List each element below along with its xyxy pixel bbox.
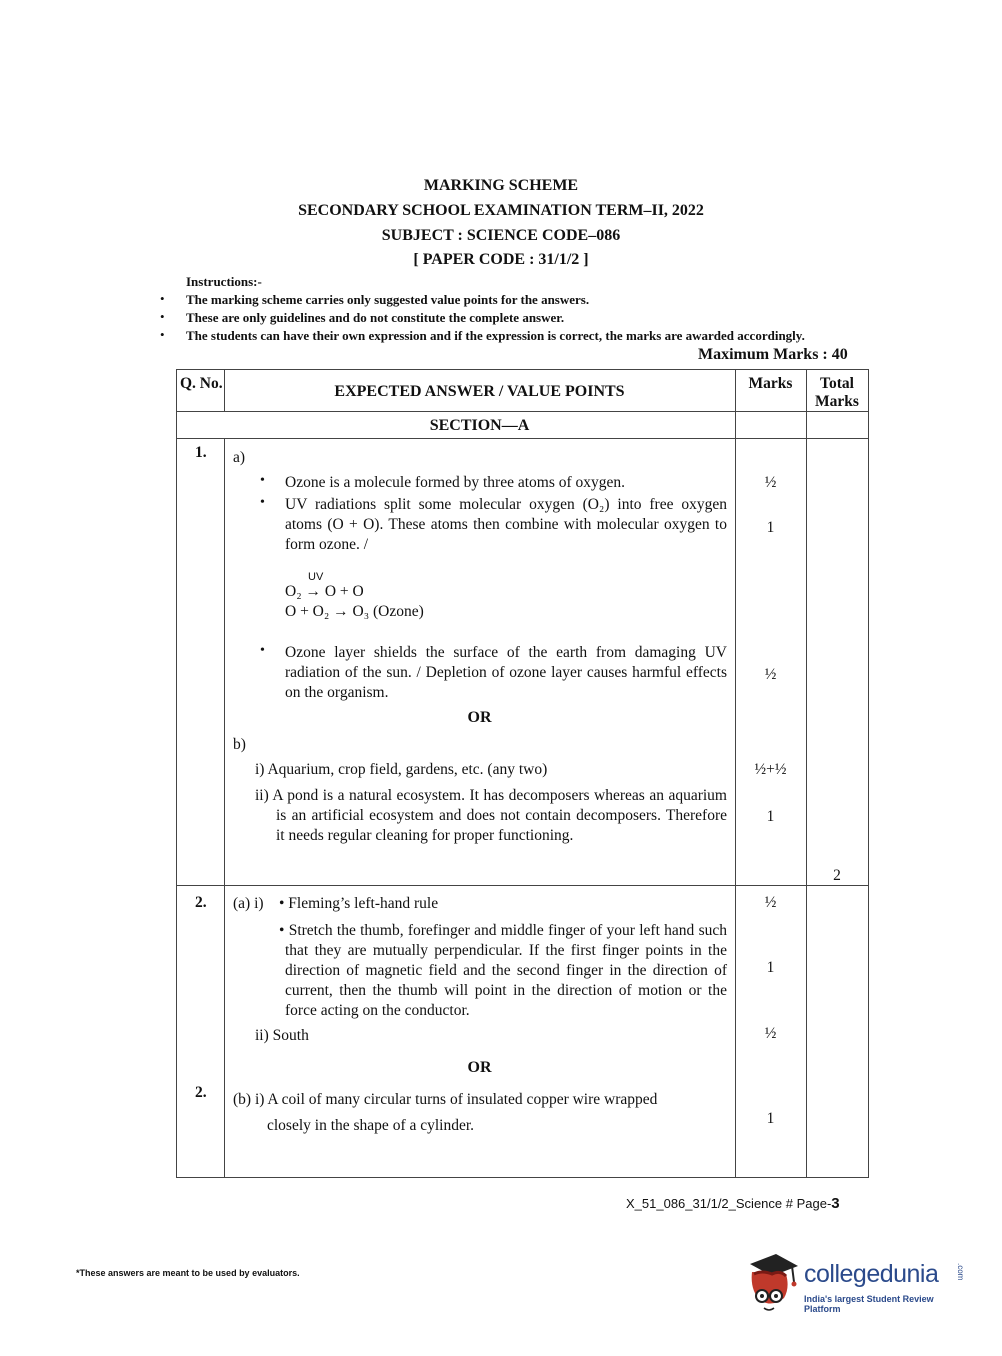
col-total-header: Marks <box>815 393 859 410</box>
answer-point: ii) South <box>255 1027 309 1044</box>
title-marking-scheme: MARKING SCHEME <box>423 177 579 194</box>
answer-point: UV radiations split some molecular oxygen (O₂) into free oxygen atoms (O + O). These atoms then combine with molecular oxygen to form ozone. / <box>285 496 727 553</box>
part-label: (a) i) <box>233 895 264 912</box>
or-divider: OR <box>467 1059 492 1076</box>
equation: O₂ → O + O <box>285 583 364 600</box>
question-number: 2. <box>195 894 207 911</box>
col-answer-header: EXPECTED ANSWER / VALUE POINTS <box>334 383 625 400</box>
or-divider: OR <box>467 709 492 726</box>
answer-point: Ozone layer shields the surface of the earth from damaging UV radiation of the sun. / Depletion of ozone layer causes harmful effects on the organism. <box>285 644 727 701</box>
answer-point: closely in the shape of a cylinder. <box>267 1117 475 1134</box>
mascot-icon <box>742 1250 802 1318</box>
instruction-item: These are only guidelines and do not constitute the complete answer. <box>186 310 565 325</box>
mark-value: 1 <box>766 1110 775 1127</box>
answer-point: i) Aquarium, crop field, gardens, etc. (any two) <box>255 761 548 778</box>
mark-value: ½ <box>764 894 777 911</box>
brand-name: collegedunia <box>804 1260 939 1288</box>
answer-point: • Fleming’s left-hand rule <box>279 895 439 912</box>
mark-value: ½ <box>764 474 777 491</box>
answer-point <box>255 786 727 846</box>
bullet-icon: • <box>160 327 165 342</box>
page-number: 3 <box>831 1195 840 1212</box>
instruction-item: The students can have their own expression and if the expression is correct, the marks are awarded accordingly. <box>186 328 805 343</box>
title-exam: SECONDARY SCHOOL EXAMINATION TERM–II, 2022 <box>298 202 704 219</box>
answer-point: (b) i) A coil of many circular turns of insulated copper wire wrapped <box>233 1091 658 1108</box>
bullet-icon: • <box>160 291 165 306</box>
page-reference <box>626 1195 840 1212</box>
part-label: b) <box>233 736 246 753</box>
brand-tagline: India's largest Student Review Platform <box>804 1294 934 1314</box>
section-heading: SECTION—A <box>429 417 530 434</box>
col-qno-header: Q. No. <box>180 375 223 392</box>
bullet-icon: • <box>260 495 265 510</box>
collegedunia-logo <box>742 1250 972 1320</box>
mark-value: ½ <box>764 1025 777 1042</box>
question-number: 1. <box>195 444 207 461</box>
mark-value: ½+½ <box>754 761 787 778</box>
equation: O + O₂ → O₃ (Ozone) <box>285 603 424 620</box>
col-total-header: Total <box>820 375 854 392</box>
instruction-item: The marking scheme carries only suggested value points for the answers. <box>186 292 590 307</box>
bullet-icon: • <box>260 473 265 488</box>
mark-value: 1 <box>766 959 775 976</box>
mark-value: 1 <box>766 519 775 536</box>
title-paper-code: [ PAPER CODE : 31/1/2 ] <box>413 251 589 268</box>
max-marks: Maximum Marks : 40 <box>698 346 848 363</box>
title-subject: SUBJECT : SCIENCE CODE–086 <box>381 227 621 244</box>
question-number: 2. <box>195 1084 207 1101</box>
answer-point: Ozone is a molecule formed by three atoms of oxygen. <box>285 474 626 491</box>
bullet-icon: • <box>260 643 265 658</box>
instructions-title: Instructions:- <box>186 274 262 289</box>
part-label: a) <box>233 449 246 466</box>
answer-text: ii) A pond is a natural ecosystem. It has decomposers whereas an aquarium is an artificial ecosystem and does not contain decomposers. Therefore it needs regular cleaning for proper functioning. <box>255 787 727 844</box>
col-marks-header: Marks <box>748 375 793 392</box>
total-marks: 2 <box>833 867 841 884</box>
evaluator-note: *These answers are meant to be used by evaluators. <box>76 1268 300 1278</box>
mark-value: ½ <box>764 666 777 683</box>
brand-com: .com <box>956 1263 965 1281</box>
page-ref-text: X_51_086_31/1/2_Science # Page- <box>626 1196 832 1211</box>
mark-value: 1 <box>766 808 775 825</box>
answer-point: • Stretch the thumb, forefinger and middle finger of your left hand such that they are mutually perpendicular. If the first finger points in the direction of magnetic field and the second finger in the direction of current, then the thumb will point in the direction of motion or the force acting on the conductor. <box>279 922 727 1019</box>
bullet-icon: • <box>160 309 165 324</box>
equation-label: UV <box>308 571 324 583</box>
